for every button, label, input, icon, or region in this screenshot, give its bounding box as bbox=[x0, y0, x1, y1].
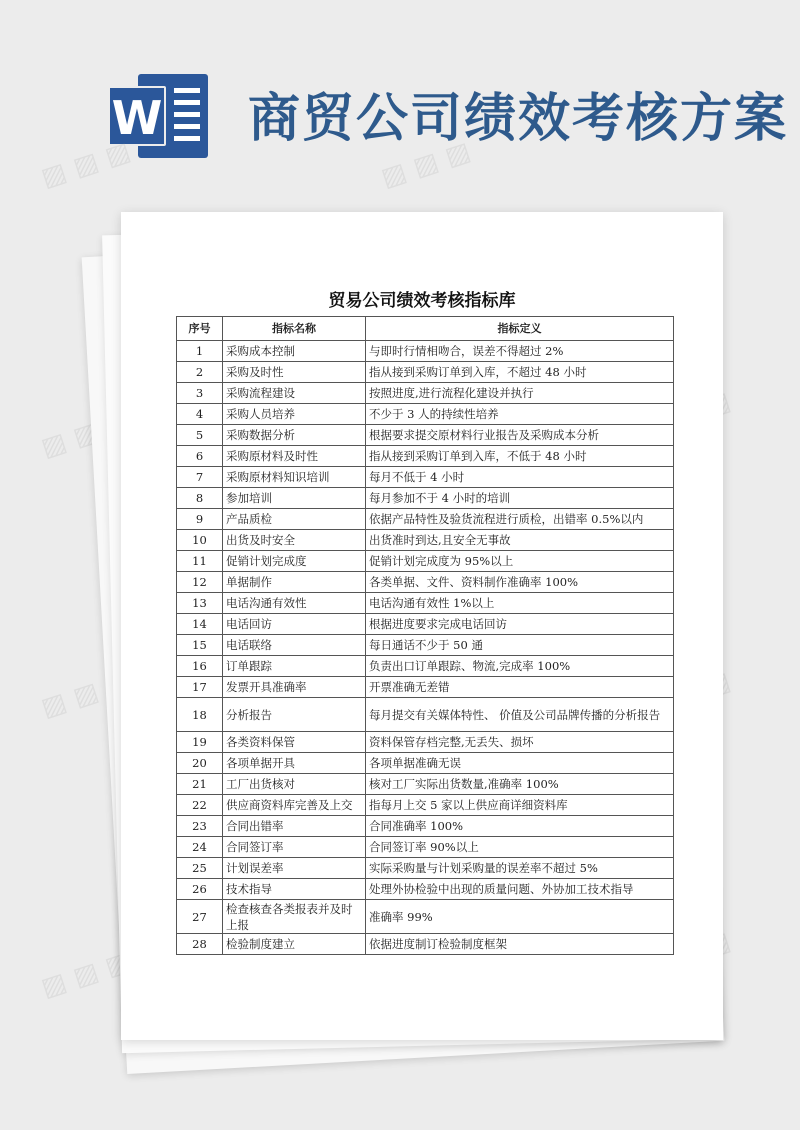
indicator-definition: 不少于 3 人的持续性培养 bbox=[366, 404, 674, 425]
indicator-name: 合同出错率 bbox=[223, 816, 366, 837]
indicator-definition: 根据要求提交原材料行业报告及采购成本分析 bbox=[366, 425, 674, 446]
row-number: 16 bbox=[177, 656, 223, 677]
indicator-definition: 每月参加不于 4 小时的培训 bbox=[366, 488, 674, 509]
page-heading: 商贸公司绩效考核方案 bbox=[248, 89, 789, 149]
indicator-name: 采购成本控制 bbox=[223, 341, 366, 362]
indicator-name: 参加培训 bbox=[223, 488, 366, 509]
table-row bbox=[177, 530, 674, 551]
indicator-definition: 依据产品特性及验货流程进行质检，出错率 0.5%以内 bbox=[366, 509, 674, 530]
indicator-definition: 按照进度,进行流程化建设并执行 bbox=[366, 383, 674, 404]
indicator-name: 工厂出货核对 bbox=[223, 774, 366, 795]
row-number: 21 bbox=[177, 774, 223, 795]
row-number: 26 bbox=[177, 879, 223, 900]
indicator-definition: 出货准时到达,且安全无事故 bbox=[366, 530, 674, 551]
table-row bbox=[177, 404, 674, 425]
table-row bbox=[177, 677, 674, 698]
row-number: 7 bbox=[177, 467, 223, 488]
table-row bbox=[177, 551, 674, 572]
row-number: 10 bbox=[177, 530, 223, 551]
indicator-definition: 资料保管存档完整,无丢失、损坏 bbox=[366, 732, 674, 753]
watermark-icon: ▨ ▨ ▨ bbox=[37, 406, 135, 464]
document-page bbox=[121, 212, 723, 1040]
indicator-definition: 合同准确率 100% bbox=[366, 816, 674, 837]
watermark-icon: ▨ ▨ ▨ bbox=[37, 946, 135, 1004]
watermark-icon: ▨ ▨ ▨ bbox=[377, 136, 475, 194]
table-header-row bbox=[177, 317, 674, 341]
row-number: 3 bbox=[177, 383, 223, 404]
indicator-name: 各类资料保管 bbox=[223, 732, 366, 753]
word-icon-letter: W bbox=[108, 86, 166, 146]
column-header: 指标名称 bbox=[223, 317, 366, 341]
indicator-name: 采购数据分析 bbox=[223, 425, 366, 446]
table-row bbox=[177, 446, 674, 467]
table-row bbox=[177, 816, 674, 837]
indicator-definition: 各项单据准确无误 bbox=[366, 753, 674, 774]
row-number: 14 bbox=[177, 614, 223, 635]
row-number: 19 bbox=[177, 732, 223, 753]
row-number: 2 bbox=[177, 362, 223, 383]
table-row bbox=[177, 383, 674, 404]
document-title: 贸易公司绩效考核指标库 bbox=[328, 291, 516, 311]
indicator-definition: 电话沟通有效性 1%以上 bbox=[366, 593, 674, 614]
table-row bbox=[177, 795, 674, 816]
table-row bbox=[177, 467, 674, 488]
table-row bbox=[177, 593, 674, 614]
indicator-name: 采购原材料知识培训 bbox=[223, 467, 366, 488]
table-row bbox=[177, 837, 674, 858]
indicator-name: 技术指导 bbox=[223, 879, 366, 900]
row-number: 18 bbox=[177, 698, 223, 732]
row-number: 13 bbox=[177, 593, 223, 614]
indicator-definition: 处理外协检验中出现的质量问题、外协加工技术指导 bbox=[366, 879, 674, 900]
table-row bbox=[177, 774, 674, 795]
row-number: 8 bbox=[177, 488, 223, 509]
indicator-name: 分析报告 bbox=[223, 698, 366, 732]
indicator-name: 计划误差率 bbox=[223, 858, 366, 879]
table-row bbox=[177, 488, 674, 509]
column-header: 指标定义 bbox=[366, 317, 674, 341]
table-row bbox=[177, 509, 674, 530]
table-row bbox=[177, 635, 674, 656]
row-number: 11 bbox=[177, 551, 223, 572]
table-row bbox=[177, 614, 674, 635]
indicator-definition: 指每月上交 5 家以上供应商详细资料库 bbox=[366, 795, 674, 816]
row-number: 27 bbox=[177, 900, 223, 934]
header-banner bbox=[0, 0, 800, 215]
indicator-definition: 负责出口订单跟踪、物流,完成率 100% bbox=[366, 656, 674, 677]
row-number: 1 bbox=[177, 341, 223, 362]
indicator-name: 检验制度建立 bbox=[223, 934, 366, 955]
indicator-definition: 准确率 99% bbox=[366, 900, 674, 934]
row-number: 22 bbox=[177, 795, 223, 816]
table-row bbox=[177, 934, 674, 955]
row-number: 25 bbox=[177, 858, 223, 879]
row-number: 28 bbox=[177, 934, 223, 955]
row-number: 9 bbox=[177, 509, 223, 530]
indicator-name: 采购原材料及时性 bbox=[223, 446, 366, 467]
row-number: 23 bbox=[177, 816, 223, 837]
row-number: 5 bbox=[177, 425, 223, 446]
indicator-definition: 每日通话不少于 50 通 bbox=[366, 635, 674, 656]
row-number: 4 bbox=[177, 404, 223, 425]
indicator-definition: 与即时行情相吻合，误差不得超过 2% bbox=[366, 341, 674, 362]
indicator-name: 采购及时性 bbox=[223, 362, 366, 383]
row-number: 17 bbox=[177, 677, 223, 698]
row-number: 15 bbox=[177, 635, 223, 656]
watermark-icon: ▨ ▨ ▨ bbox=[37, 136, 135, 194]
indicator-name: 订单跟踪 bbox=[223, 656, 366, 677]
indicator-definition: 每月提交有关媒体特性、 价值及公司品牌传播的分析报告 bbox=[366, 698, 674, 732]
indicator-name: 电话联络 bbox=[223, 635, 366, 656]
indicator-definition: 根据进度要求完成电话回访 bbox=[366, 614, 674, 635]
table-row bbox=[177, 656, 674, 677]
indicator-name: 电话沟通有效性 bbox=[223, 593, 366, 614]
indicator-definition: 开票准确无差错 bbox=[366, 677, 674, 698]
indicator-name: 供应商资料库完善及上交 bbox=[223, 795, 366, 816]
table-row bbox=[177, 879, 674, 900]
table-row bbox=[177, 572, 674, 593]
indicator-name: 产品质检 bbox=[223, 509, 366, 530]
word-icon bbox=[108, 74, 210, 158]
table-row bbox=[177, 362, 674, 383]
indicator-name: 检查核查各类报表并及时上报 bbox=[223, 900, 366, 934]
indicator-name: 促销计划完成度 bbox=[223, 551, 366, 572]
indicator-name: 各项单据开具 bbox=[223, 753, 366, 774]
indicator-definition: 依据进度制订检验制度框架 bbox=[366, 934, 674, 955]
table-row bbox=[177, 341, 674, 362]
column-header: 序号 bbox=[177, 317, 223, 341]
indicator-name: 出货及时安全 bbox=[223, 530, 366, 551]
indicator-definition: 合同签订率 90%以上 bbox=[366, 837, 674, 858]
row-number: 12 bbox=[177, 572, 223, 593]
indicator-definition: 各类单据、文件、资料制作准确率 100% bbox=[366, 572, 674, 593]
table-row bbox=[177, 900, 674, 934]
table-row bbox=[177, 732, 674, 753]
kpi-table bbox=[176, 316, 674, 955]
indicator-name: 电话回访 bbox=[223, 614, 366, 635]
indicator-name: 合同签订率 bbox=[223, 837, 366, 858]
row-number: 6 bbox=[177, 446, 223, 467]
row-number: 20 bbox=[177, 753, 223, 774]
table-row bbox=[177, 753, 674, 774]
indicator-name: 采购人员培养 bbox=[223, 404, 366, 425]
table-row bbox=[177, 698, 674, 732]
row-number: 24 bbox=[177, 837, 223, 858]
table-row bbox=[177, 858, 674, 879]
watermark-icon: ▨ ▨ ▨ bbox=[37, 666, 135, 724]
indicator-name: 发票开具准确率 bbox=[223, 677, 366, 698]
indicator-definition: 指从接到采购订单到入库，不低于 48 小时 bbox=[366, 446, 674, 467]
indicator-definition: 实际采购量与计划采购量的误差率不超过 5% bbox=[366, 858, 674, 879]
table-row bbox=[177, 425, 674, 446]
indicator-definition: 每月不低于 4 小时 bbox=[366, 467, 674, 488]
indicator-name: 单据制作 bbox=[223, 572, 366, 593]
indicator-definition: 核对工厂实际出货数量,准确率 100% bbox=[366, 774, 674, 795]
indicator-definition: 促销计划完成度为 95%以上 bbox=[366, 551, 674, 572]
indicator-name: 采购流程建设 bbox=[223, 383, 366, 404]
indicator-definition: 指从接到采购订单到入库，不超过 48 小时 bbox=[366, 362, 674, 383]
